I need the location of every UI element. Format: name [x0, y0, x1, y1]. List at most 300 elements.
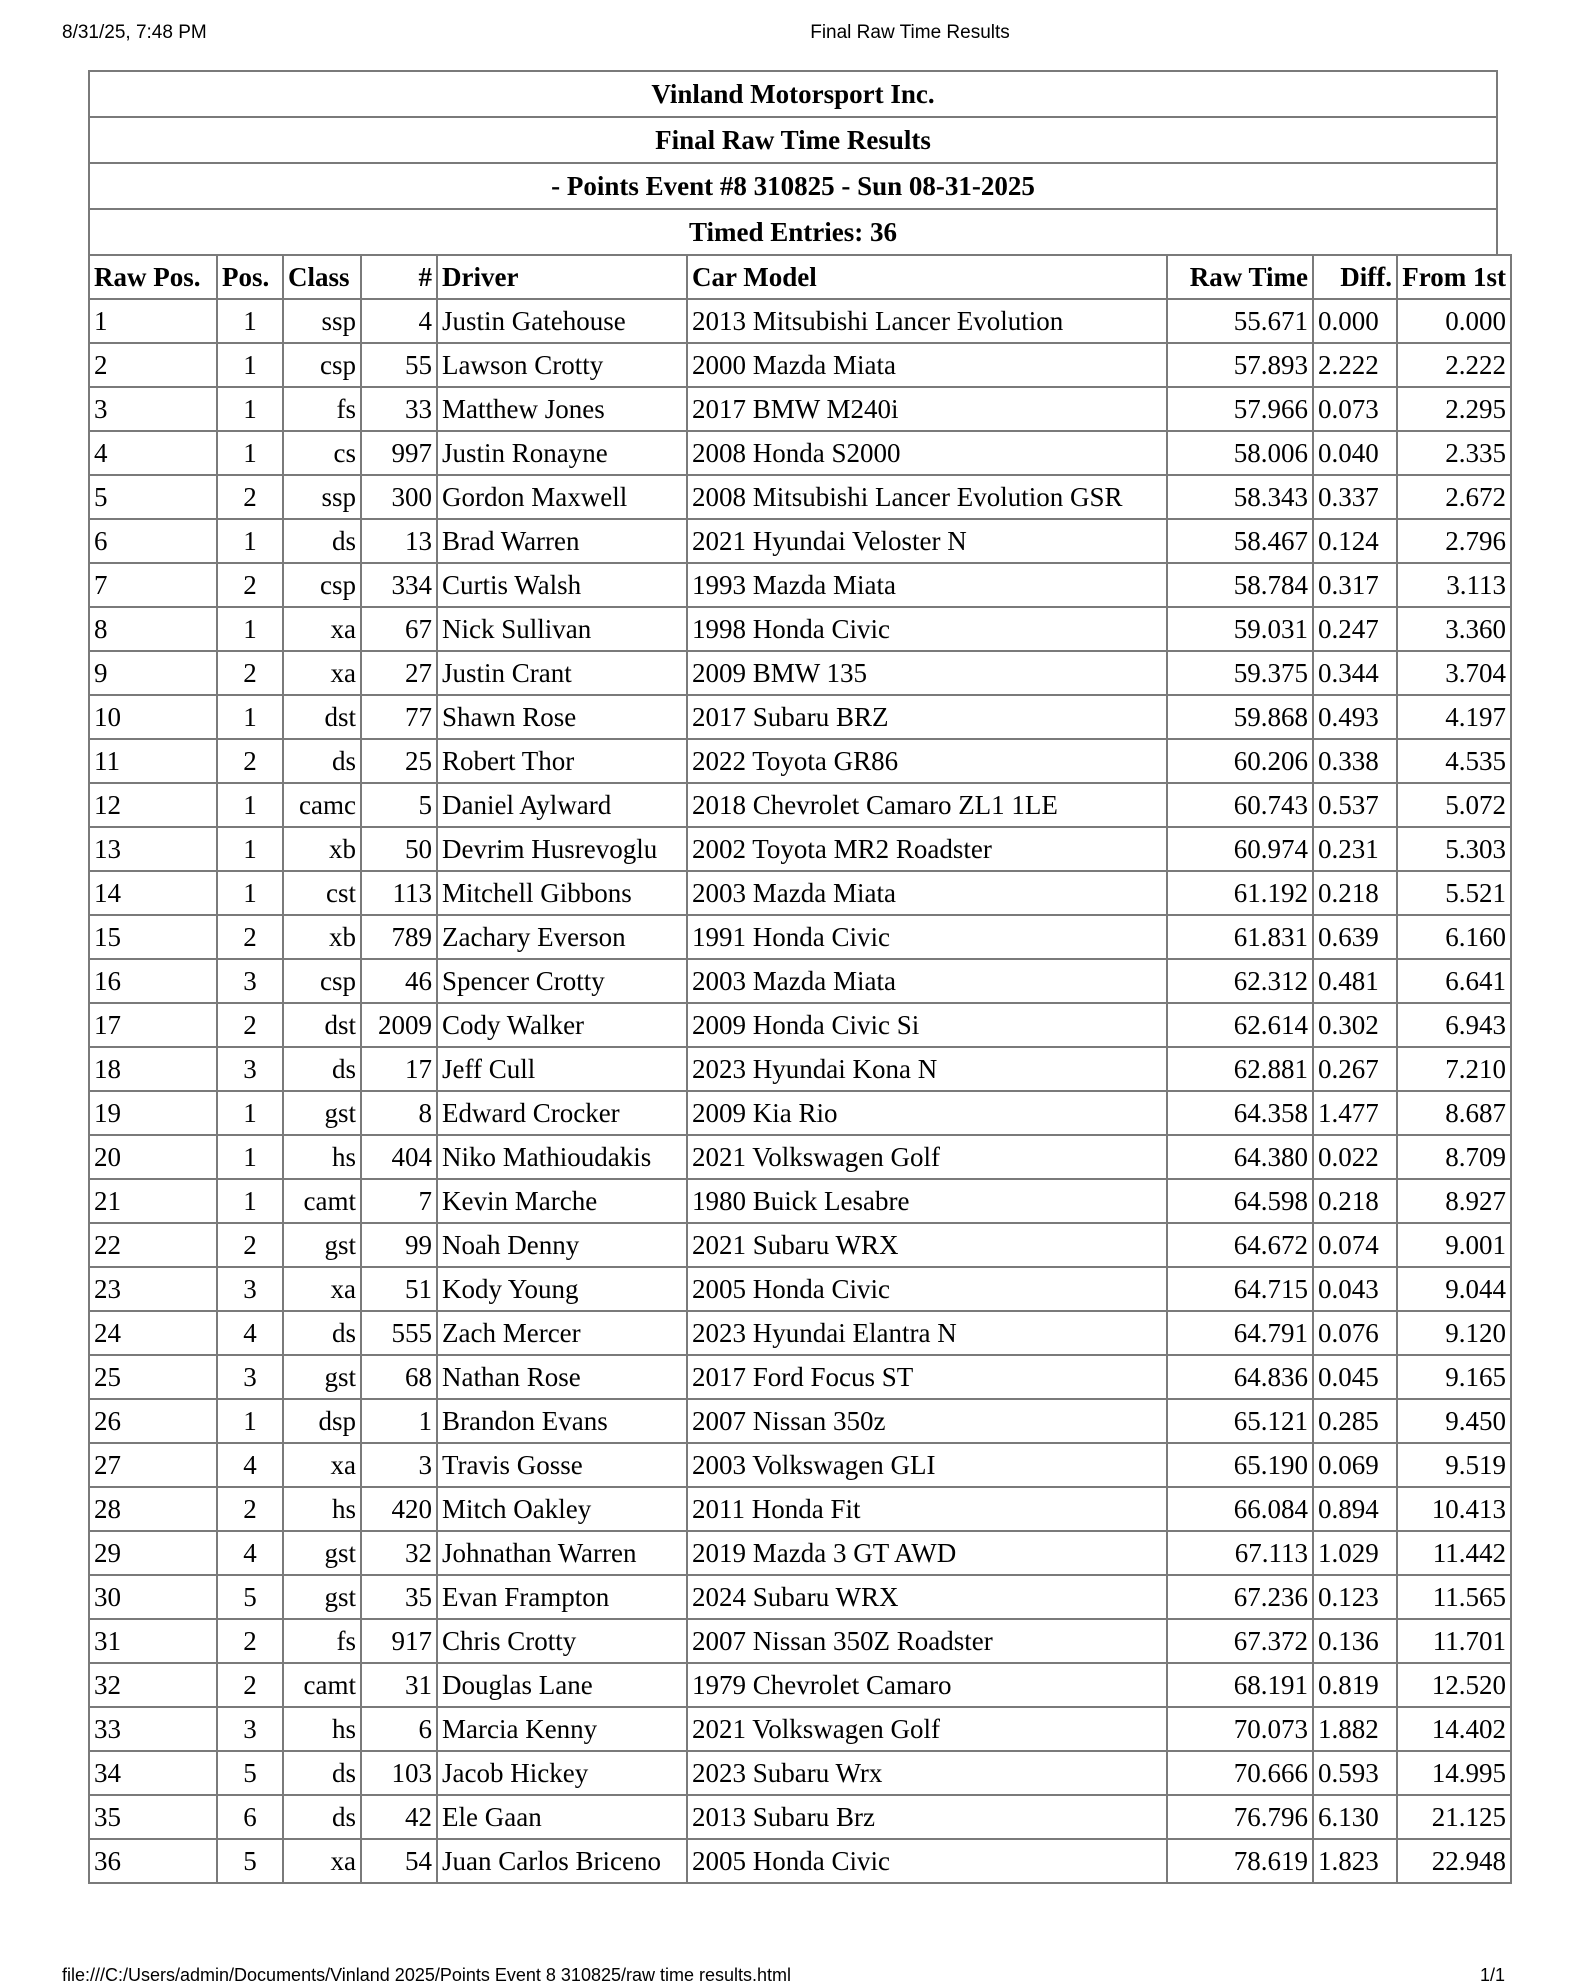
driver-cell: Curtis Walsh	[437, 563, 687, 607]
diff-cell: 0.218	[1313, 1179, 1397, 1223]
pos-cell: 4	[217, 1443, 283, 1487]
raw-pos-cell: 31	[89, 1619, 217, 1663]
raw-pos-cell: 18	[89, 1047, 217, 1091]
number-cell: 3	[361, 1443, 437, 1487]
pos-cell: 2	[217, 563, 283, 607]
pos-cell: 1	[217, 695, 283, 739]
number-cell: 42	[361, 1795, 437, 1839]
number-cell: 77	[361, 695, 437, 739]
pos-cell: 5	[217, 1575, 283, 1619]
diff-cell: 0.337	[1313, 475, 1397, 519]
number-cell: 13	[361, 519, 437, 563]
raw-time-cell: 64.358	[1167, 1091, 1313, 1135]
car-model-cell: 2008 Mitsubishi Lancer Evolution GSR	[687, 475, 1167, 519]
number-cell: 67	[361, 607, 437, 651]
table-row	[89, 1311, 1511, 1355]
print-page-title: Final Raw Time Results	[810, 22, 1010, 43]
car-model-cell: 2009 Kia Rio	[687, 1091, 1167, 1135]
report-title-box	[88, 70, 1498, 256]
car-model-cell: 2021 Hyundai Veloster N	[687, 519, 1167, 563]
pos-cell: 2	[217, 1619, 283, 1663]
class-cell: csp	[283, 563, 361, 607]
car-model-cell: 2021 Subaru WRX	[687, 1223, 1167, 1267]
diff-cell: 1.477	[1313, 1091, 1397, 1135]
driver-cell: Mitchell Gibbons	[437, 871, 687, 915]
column-header-class: Class	[283, 255, 361, 299]
class-cell: dst	[283, 1003, 361, 1047]
table-row	[89, 1399, 1511, 1443]
car-model-cell: 1979 Chevrolet Camaro	[687, 1663, 1167, 1707]
column-header-raw-time: Raw Time	[1167, 255, 1313, 299]
driver-cell: Juan Carlos Briceno	[437, 1839, 687, 1883]
number-cell: 334	[361, 563, 437, 607]
car-model-cell: 2024 Subaru WRX	[687, 1575, 1167, 1619]
driver-cell: Jeff Cull	[437, 1047, 687, 1091]
pos-cell: 1	[217, 783, 283, 827]
from-first-cell: 9.165	[1397, 1355, 1511, 1399]
raw-pos-cell: 4	[89, 431, 217, 475]
raw-pos-cell: 21	[89, 1179, 217, 1223]
raw-pos-cell: 19	[89, 1091, 217, 1135]
diff-cell: 0.593	[1313, 1751, 1397, 1795]
diff-cell: 0.076	[1313, 1311, 1397, 1355]
pos-cell: 1	[217, 607, 283, 651]
class-cell: gst	[283, 1091, 361, 1135]
raw-time-cell: 59.031	[1167, 607, 1313, 651]
class-cell: ds	[283, 1751, 361, 1795]
raw-time-cell: 66.084	[1167, 1487, 1313, 1531]
class-cell: gst	[283, 1575, 361, 1619]
diff-cell: 0.043	[1313, 1267, 1397, 1311]
number-cell: 6	[361, 1707, 437, 1751]
table-row	[89, 1795, 1511, 1839]
raw-pos-cell: 36	[89, 1839, 217, 1883]
number-cell: 300	[361, 475, 437, 519]
class-cell: cst	[283, 871, 361, 915]
car-model-cell: 2003 Mazda Miata	[687, 871, 1167, 915]
class-cell: hs	[283, 1707, 361, 1751]
car-model-cell: 2002 Toyota MR2 Roadster	[687, 827, 1167, 871]
raw-time-cell: 58.006	[1167, 431, 1313, 475]
table-row	[89, 871, 1511, 915]
class-cell: xa	[283, 1839, 361, 1883]
table-row	[89, 1047, 1511, 1091]
raw-pos-cell: 16	[89, 959, 217, 1003]
raw-time-cell: 70.073	[1167, 1707, 1313, 1751]
from-first-cell: 9.450	[1397, 1399, 1511, 1443]
raw-time-cell: 76.796	[1167, 1795, 1313, 1839]
raw-pos-cell: 20	[89, 1135, 217, 1179]
number-cell: 2009	[361, 1003, 437, 1047]
print-page-number: 1/1	[1479, 1965, 1505, 1985]
column-header-driver: Driver	[437, 255, 687, 299]
class-cell: ssp	[283, 475, 361, 519]
pos-cell: 2	[217, 651, 283, 695]
raw-pos-cell: 13	[89, 827, 217, 871]
driver-cell: Cody Walker	[437, 1003, 687, 1047]
from-first-cell: 11.442	[1397, 1531, 1511, 1575]
from-first-cell: 9.120	[1397, 1311, 1511, 1355]
table-header-row	[89, 255, 1511, 299]
pos-cell: 5	[217, 1751, 283, 1795]
raw-time-cell: 68.191	[1167, 1663, 1313, 1707]
table-row	[89, 1487, 1511, 1531]
from-first-cell: 3.113	[1397, 563, 1511, 607]
raw-pos-cell: 10	[89, 695, 217, 739]
driver-cell: Evan Frampton	[437, 1575, 687, 1619]
from-first-cell: 9.001	[1397, 1223, 1511, 1267]
raw-time-cell: 59.868	[1167, 695, 1313, 739]
pos-cell: 1	[217, 299, 283, 343]
pos-cell: 4	[217, 1531, 283, 1575]
driver-cell: Jacob Hickey	[437, 1751, 687, 1795]
diff-cell: 0.317	[1313, 563, 1397, 607]
diff-cell: 0.338	[1313, 739, 1397, 783]
driver-cell: Daniel Aylward	[437, 783, 687, 827]
diff-cell: 1.823	[1313, 1839, 1397, 1883]
raw-pos-cell: 33	[89, 1707, 217, 1751]
raw-time-cell: 67.113	[1167, 1531, 1313, 1575]
raw-pos-cell: 30	[89, 1575, 217, 1619]
table-row	[89, 1223, 1511, 1267]
table-row	[89, 959, 1511, 1003]
raw-time-cell: 70.666	[1167, 1751, 1313, 1795]
raw-time-cell: 57.893	[1167, 343, 1313, 387]
class-cell: xb	[283, 915, 361, 959]
car-model-cell: 2003 Mazda Miata	[687, 959, 1167, 1003]
raw-time-cell: 55.671	[1167, 299, 1313, 343]
table-row	[89, 387, 1511, 431]
organization-name: Vinland Motorsport Inc.	[651, 79, 935, 109]
table-row	[89, 607, 1511, 651]
pos-cell: 1	[217, 1399, 283, 1443]
table-row	[89, 299, 1511, 343]
table-row	[89, 739, 1511, 783]
diff-cell: 0.123	[1313, 1575, 1397, 1619]
table-row	[89, 563, 1511, 607]
number-cell: 404	[361, 1135, 437, 1179]
table-row	[89, 651, 1511, 695]
table-row	[89, 1839, 1511, 1883]
car-model-cell: 2021 Volkswagen Golf	[687, 1707, 1167, 1751]
diff-cell: 0.267	[1313, 1047, 1397, 1091]
number-cell: 5	[361, 783, 437, 827]
number-cell: 35	[361, 1575, 437, 1619]
raw-pos-cell: 15	[89, 915, 217, 959]
column-header-diff: Diff.	[1313, 255, 1397, 299]
table-row	[89, 1443, 1511, 1487]
raw-time-cell: 64.791	[1167, 1311, 1313, 1355]
diff-cell: 0.285	[1313, 1399, 1397, 1443]
from-first-cell: 8.709	[1397, 1135, 1511, 1179]
class-cell: xa	[283, 607, 361, 651]
raw-pos-cell: 9	[89, 651, 217, 695]
pos-cell: 1	[217, 827, 283, 871]
class-cell: fs	[283, 387, 361, 431]
raw-time-cell: 60.743	[1167, 783, 1313, 827]
number-cell: 27	[361, 651, 437, 695]
number-cell: 113	[361, 871, 437, 915]
car-model-cell: 2005 Honda Civic	[687, 1267, 1167, 1311]
table-row	[89, 1707, 1511, 1751]
raw-pos-cell: 28	[89, 1487, 217, 1531]
table-row	[89, 1179, 1511, 1223]
raw-time-cell: 67.372	[1167, 1619, 1313, 1663]
raw-time-cell: 64.598	[1167, 1179, 1313, 1223]
diff-cell: 0.819	[1313, 1663, 1397, 1707]
class-cell: hs	[283, 1135, 361, 1179]
driver-cell: Travis Gosse	[437, 1443, 687, 1487]
number-cell: 33	[361, 387, 437, 431]
raw-pos-cell: 25	[89, 1355, 217, 1399]
diff-cell: 0.231	[1313, 827, 1397, 871]
car-model-cell: 1998 Honda Civic	[687, 607, 1167, 651]
diff-cell: 0.894	[1313, 1487, 1397, 1531]
class-cell: xb	[283, 827, 361, 871]
driver-cell: Shawn Rose	[437, 695, 687, 739]
number-cell: 99	[361, 1223, 437, 1267]
diff-cell: 0.493	[1313, 695, 1397, 739]
from-first-cell: 21.125	[1397, 1795, 1511, 1839]
table-row	[89, 343, 1511, 387]
raw-pos-cell: 34	[89, 1751, 217, 1795]
from-first-cell: 0.000	[1397, 299, 1511, 343]
pos-cell: 2	[217, 1003, 283, 1047]
class-cell: ds	[283, 1047, 361, 1091]
table-row	[89, 1619, 1511, 1663]
driver-cell: Nick Sullivan	[437, 607, 687, 651]
table-row	[89, 475, 1511, 519]
driver-cell: Douglas Lane	[437, 1663, 687, 1707]
car-model-cell: 2023 Subaru Wrx	[687, 1751, 1167, 1795]
report-title: Final Raw Time Results	[90, 116, 1496, 162]
pos-cell: 2	[217, 739, 283, 783]
number-cell: 103	[361, 1751, 437, 1795]
class-cell: gst	[283, 1223, 361, 1267]
car-model-cell: 2017 Ford Focus ST	[687, 1355, 1167, 1399]
pos-cell: 3	[217, 959, 283, 1003]
from-first-cell: 6.641	[1397, 959, 1511, 1003]
driver-cell: Kevin Marche	[437, 1179, 687, 1223]
driver-cell: Brad Warren	[437, 519, 687, 563]
raw-pos-cell: 27	[89, 1443, 217, 1487]
diff-cell: 0.073	[1313, 387, 1397, 431]
number-cell: 997	[361, 431, 437, 475]
car-model-cell: 1993 Mazda Miata	[687, 563, 1167, 607]
raw-pos-cell: 26	[89, 1399, 217, 1443]
pos-cell: 1	[217, 1091, 283, 1135]
driver-cell: Kody Young	[437, 1267, 687, 1311]
from-first-cell: 2.222	[1397, 343, 1511, 387]
diff-cell: 0.344	[1313, 651, 1397, 695]
driver-cell: Justin Crant	[437, 651, 687, 695]
from-first-cell: 22.948	[1397, 1839, 1511, 1883]
pos-cell: 4	[217, 1311, 283, 1355]
results-table	[88, 254, 1512, 1884]
number-cell: 46	[361, 959, 437, 1003]
raw-time-cell: 65.121	[1167, 1399, 1313, 1443]
from-first-cell: 6.160	[1397, 915, 1511, 959]
raw-pos-cell: 7	[89, 563, 217, 607]
diff-cell: 0.481	[1313, 959, 1397, 1003]
number-cell: 55	[361, 343, 437, 387]
driver-cell: Lawson Crotty	[437, 343, 687, 387]
table-row	[89, 1531, 1511, 1575]
from-first-cell: 8.687	[1397, 1091, 1511, 1135]
table-row	[89, 519, 1511, 563]
raw-pos-cell: 17	[89, 1003, 217, 1047]
raw-pos-cell: 23	[89, 1267, 217, 1311]
driver-cell: Nathan Rose	[437, 1355, 687, 1399]
print-datetime: 8/31/25, 7:48 PM	[62, 22, 207, 43]
car-model-cell: 2008 Honda S2000	[687, 431, 1167, 475]
raw-pos-cell: 8	[89, 607, 217, 651]
raw-pos-cell: 1	[89, 299, 217, 343]
pos-cell: 2	[217, 1223, 283, 1267]
timed-entries-count: Timed Entries: 36	[90, 208, 1496, 254]
diff-cell: 0.537	[1313, 783, 1397, 827]
diff-cell: 0.069	[1313, 1443, 1397, 1487]
number-cell: 51	[361, 1267, 437, 1311]
number-cell: 420	[361, 1487, 437, 1531]
from-first-cell: 7.210	[1397, 1047, 1511, 1091]
class-cell: dsp	[283, 1399, 361, 1443]
number-cell: 68	[361, 1355, 437, 1399]
class-cell: ds	[283, 1795, 361, 1839]
class-cell: ds	[283, 1311, 361, 1355]
class-cell: cs	[283, 431, 361, 475]
table-row	[89, 1003, 1511, 1047]
table-row	[89, 1135, 1511, 1179]
raw-pos-cell: 12	[89, 783, 217, 827]
car-model-cell: 2013 Subaru Brz	[687, 1795, 1167, 1839]
table-row	[89, 915, 1511, 959]
raw-time-cell: 57.966	[1167, 387, 1313, 431]
raw-time-cell: 64.715	[1167, 1267, 1313, 1311]
car-model-cell: 2000 Mazda Miata	[687, 343, 1167, 387]
car-model-cell: 2021 Volkswagen Golf	[687, 1135, 1167, 1179]
column-header-from-first: From 1st	[1397, 255, 1511, 299]
from-first-cell: 2.796	[1397, 519, 1511, 563]
from-first-cell: 14.995	[1397, 1751, 1511, 1795]
table-row	[89, 695, 1511, 739]
driver-cell: Zachary Everson	[437, 915, 687, 959]
number-cell: 54	[361, 1839, 437, 1883]
car-model-cell: 2019 Mazda 3 GT AWD	[687, 1531, 1167, 1575]
raw-time-cell: 62.312	[1167, 959, 1313, 1003]
driver-cell: Devrim Husrevoglu	[437, 827, 687, 871]
raw-time-cell: 58.343	[1167, 475, 1313, 519]
car-model-cell: 2013 Mitsubishi Lancer Evolution	[687, 299, 1167, 343]
driver-cell: Chris Crotty	[437, 1619, 687, 1663]
raw-pos-cell: 2	[89, 343, 217, 387]
class-cell: csp	[283, 343, 361, 387]
driver-cell: Justin Gatehouse	[437, 299, 687, 343]
from-first-cell: 3.704	[1397, 651, 1511, 695]
car-model-cell: 2023 Hyundai Kona N	[687, 1047, 1167, 1091]
diff-cell: 0.247	[1313, 607, 1397, 651]
pos-cell: 1	[217, 387, 283, 431]
diff-cell: 0.218	[1313, 871, 1397, 915]
class-cell: xa	[283, 1267, 361, 1311]
raw-time-cell: 64.836	[1167, 1355, 1313, 1399]
results-body	[89, 299, 1511, 1883]
number-cell: 31	[361, 1663, 437, 1707]
raw-pos-cell: 29	[89, 1531, 217, 1575]
car-model-cell: 2009 BMW 135	[687, 651, 1167, 695]
class-cell: dst	[283, 695, 361, 739]
from-first-cell: 4.535	[1397, 739, 1511, 783]
car-model-cell: 1991 Honda Civic	[687, 915, 1167, 959]
raw-time-cell: 60.974	[1167, 827, 1313, 871]
driver-cell: Matthew Jones	[437, 387, 687, 431]
from-first-cell: 12.520	[1397, 1663, 1511, 1707]
driver-cell: Mitch Oakley	[437, 1487, 687, 1531]
pos-cell: 1	[217, 1179, 283, 1223]
number-cell: 50	[361, 827, 437, 871]
table-row	[89, 1267, 1511, 1311]
raw-pos-cell: 32	[89, 1663, 217, 1707]
from-first-cell: 8.927	[1397, 1179, 1511, 1223]
from-first-cell: 2.672	[1397, 475, 1511, 519]
print-header	[0, 22, 1583, 46]
raw-pos-cell: 6	[89, 519, 217, 563]
number-cell: 4	[361, 299, 437, 343]
car-model-cell: 2017 Subaru BRZ	[687, 695, 1167, 739]
from-first-cell: 2.335	[1397, 431, 1511, 475]
pos-cell: 1	[217, 519, 283, 563]
raw-pos-cell: 35	[89, 1795, 217, 1839]
from-first-cell: 11.701	[1397, 1619, 1511, 1663]
table-row	[89, 1091, 1511, 1135]
from-first-cell: 14.402	[1397, 1707, 1511, 1751]
from-first-cell: 4.197	[1397, 695, 1511, 739]
table-row	[89, 1663, 1511, 1707]
class-cell: gst	[283, 1531, 361, 1575]
pos-cell: 2	[217, 915, 283, 959]
table-row	[89, 1355, 1511, 1399]
car-model-cell: 1980 Buick Lesabre	[687, 1179, 1167, 1223]
class-cell: camt	[283, 1179, 361, 1223]
diff-cell: 0.639	[1313, 915, 1397, 959]
car-model-cell: 2007 Nissan 350Z Roadster	[687, 1619, 1167, 1663]
car-model-cell: 2017 BMW M240i	[687, 387, 1167, 431]
driver-cell: Edward Crocker	[437, 1091, 687, 1135]
table-row	[89, 1575, 1511, 1619]
diff-cell: 0.136	[1313, 1619, 1397, 1663]
diff-cell: 0.302	[1313, 1003, 1397, 1047]
raw-time-cell: 62.881	[1167, 1047, 1313, 1091]
print-url: file:///C:/Users/admin/Documents/Vinland 2025/Points Event 8 310825/raw time results.html	[62, 1965, 792, 1985]
from-first-cell: 3.360	[1397, 607, 1511, 651]
table-row	[89, 783, 1511, 827]
from-first-cell: 5.303	[1397, 827, 1511, 871]
raw-time-cell: 62.614	[1167, 1003, 1313, 1047]
from-first-cell: 10.413	[1397, 1487, 1511, 1531]
diff-cell: 0.124	[1313, 519, 1397, 563]
pos-cell: 2	[217, 475, 283, 519]
number-cell: 17	[361, 1047, 437, 1091]
table-row	[89, 1751, 1511, 1795]
car-model-cell: 2023 Hyundai Elantra N	[687, 1311, 1167, 1355]
diff-cell: 6.130	[1313, 1795, 1397, 1839]
event-name: - Points Event #8 310825 - Sun 08-31-2025	[90, 162, 1496, 208]
number-cell: 32	[361, 1531, 437, 1575]
diff-cell: 0.040	[1313, 431, 1397, 475]
column-header-number: #	[361, 255, 437, 299]
class-cell: ds	[283, 519, 361, 563]
diff-cell: 0.000	[1313, 299, 1397, 343]
